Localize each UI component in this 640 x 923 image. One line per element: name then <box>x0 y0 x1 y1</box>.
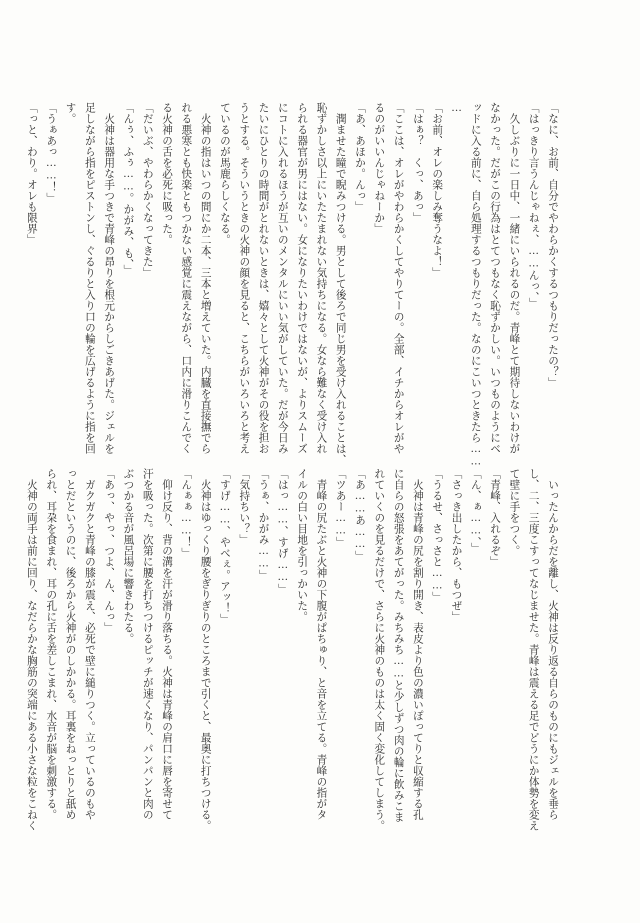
text-line: ガクガクと青峰の膝が震え、必死で壁に縋りつく。立っているのもや <box>83 468 96 820</box>
text-line: 「あっ、やっ、つよ、ん、んっ」 <box>103 468 116 633</box>
text-line: 「あ、あほか。んっ」 <box>354 102 367 212</box>
text-line: 「ん、ぁ……、」 <box>469 468 482 554</box>
text-line: 足しながら指をピストンし、ぐるりと入り口の輪を広げるように指を回 <box>83 102 96 454</box>
text-line: 「気持ちい？」 <box>238 468 251 545</box>
text-line: 「はっ……、すげ……」 <box>276 468 289 595</box>
text-line: られ、耳朶を食まれ、耳の孔に舌を差しこまれ、水音が脳を刺激する。 <box>45 468 58 820</box>
upper-text-block <box>25 102 562 468</box>
text-line: 潤ませた瞳で睨みつける。男として後ろで同じ男を受け入れることは、 <box>334 102 347 465</box>
text-line: ぶつかる音が風呂場に響きわたる。 <box>122 468 135 644</box>
text-line: たいにひとりの時間がとれないときは、嬉々として火神がその役を担お <box>257 102 270 454</box>
text-line: 「お前、オレの楽しみ奪うなよ！」 <box>431 102 444 278</box>
text-line: いったんからだを離し、火神は反り返る自らのものにもジェルを垂ら <box>547 468 559 820</box>
text-line: 「だいぶ、やわらかくなってきた」 <box>141 102 154 278</box>
text-line: 「うぁ、かがみ……」 <box>257 468 270 581</box>
text-line: て壁に手をつく。 <box>508 468 521 556</box>
text-line: に自らの怒張をあてがった。みちみち……と少しずつ肉の輪に飲みこま <box>392 468 405 823</box>
text-line: 「すげ……、やべぇ。アッ！」 <box>218 468 231 625</box>
text-line: れていくのを見るだけで、さらに火神のものは太く固く変化してしまう。 <box>373 468 386 831</box>
text-line: 恥ずかしさ以上にいたたまれない気持ちになる。女なら難なく受け入れ <box>315 102 328 454</box>
text-line: なかった。だがこの行為はとてつもなく恥ずかしい。いつものようにベ <box>489 102 502 454</box>
text-line: 「ここは、オレがやわらかくしてやりてーの。全部、イチからオレがや <box>392 102 405 454</box>
text-line: 「青峰、入れるぞ」 <box>489 468 502 567</box>
text-line: 汗を吸った。次第に腰を打ちつけるピッチが速くなり、パンパンと肉の <box>141 468 154 820</box>
text-line: る火神の舌を必死に吸った。 <box>161 102 174 245</box>
text-line: ているのが馬鹿らしくなる。 <box>218 102 231 245</box>
text-line: 「うぁあっ……！」 <box>45 102 58 204</box>
text-line: 仰け反り、背の溝を汗が滑り落ちる。火神は青峰の肩口に唇を寄せて <box>161 468 174 820</box>
text-line: す。 <box>64 102 77 124</box>
text-line: … <box>450 102 463 115</box>
text-line: 火神はゆっくり腰をぎりぎりのところまで引くと、最奥に打ちつける。 <box>199 468 212 831</box>
text-line: イルの白い目地を引っかいた。 <box>296 468 309 622</box>
text-line: 久しぶりに一日中、一緒にいられるのだ。青峰とて期待しないわけが <box>508 102 521 454</box>
text-line: 「っと、わり。オレも限界」 <box>25 102 38 245</box>
text-line: 青峰の尻たぶと火神の下腹がぱちゅり、と音を立てる。青峰の指がタ <box>315 468 328 820</box>
text-line: 「さっき出したから、もつぜ」 <box>450 468 463 622</box>
text-line: 「はっきり言うんじゃねぇ、……んっ、」 <box>527 102 540 309</box>
text-line: 「んぅ、ふぅ……。かがみ、も、」 <box>122 102 135 276</box>
text-line: にコトに入れるほうが互いのメンタルにいい気がしていた。だが今日み <box>276 102 289 454</box>
text-line: られる器官が男にはない。女になりたいわけではないが、よりスムーズ <box>296 102 309 454</box>
text-line: 火神は青峰の尻を割り開き、表皮より色の濃いぽってりと収縮する孔 <box>411 468 424 820</box>
text-line: 「なに、お前、自分でやわらかくするつもりだったの？」 <box>547 102 559 388</box>
lower-text-block <box>25 468 562 838</box>
text-line: 「んぁぁ……！」 <box>180 468 193 559</box>
text-line: 「はぁ？ くっ、あっ」 <box>411 102 424 223</box>
text-line: し、二、三度こすってなじませた。青峰は震える足でどうにか体勢を変え <box>527 468 540 831</box>
text-line: 火神の指はいつの間にか二本、三本と増えていた。内臓を直接撫でら <box>199 102 212 454</box>
text-line: 「ツあー……」 <box>334 468 347 548</box>
text-line: 「あ……あ……」 <box>354 468 367 562</box>
text-line: るのがいいんじゃねーか」 <box>373 102 386 234</box>
text-line: っとだというのに、後ろから火神がのしかかる。耳裏をねっとりと舐め <box>64 468 77 820</box>
text-line: 火神の両手は前に回り、なだらかな胸筋の突端にある小さな粒をこねく <box>25 468 38 831</box>
text-line: れる悪寒とも快楽ともつかない感覚に震えながら、口内に滑りこんでく <box>180 102 193 454</box>
text-line: ッドに入る前に、自ら処理するつもりだった。なのにこいつときたら…… <box>469 102 482 468</box>
text-line: うとする。そういうときの火神の顔を見ると、こちらがいろいろと考え <box>238 102 251 454</box>
text-line: 火神は器用な手つきで青峰の昂りを根元からしごきあげた。ジェルを <box>103 102 116 454</box>
text-line: 「うるせ、さっさと……」 <box>431 468 444 603</box>
